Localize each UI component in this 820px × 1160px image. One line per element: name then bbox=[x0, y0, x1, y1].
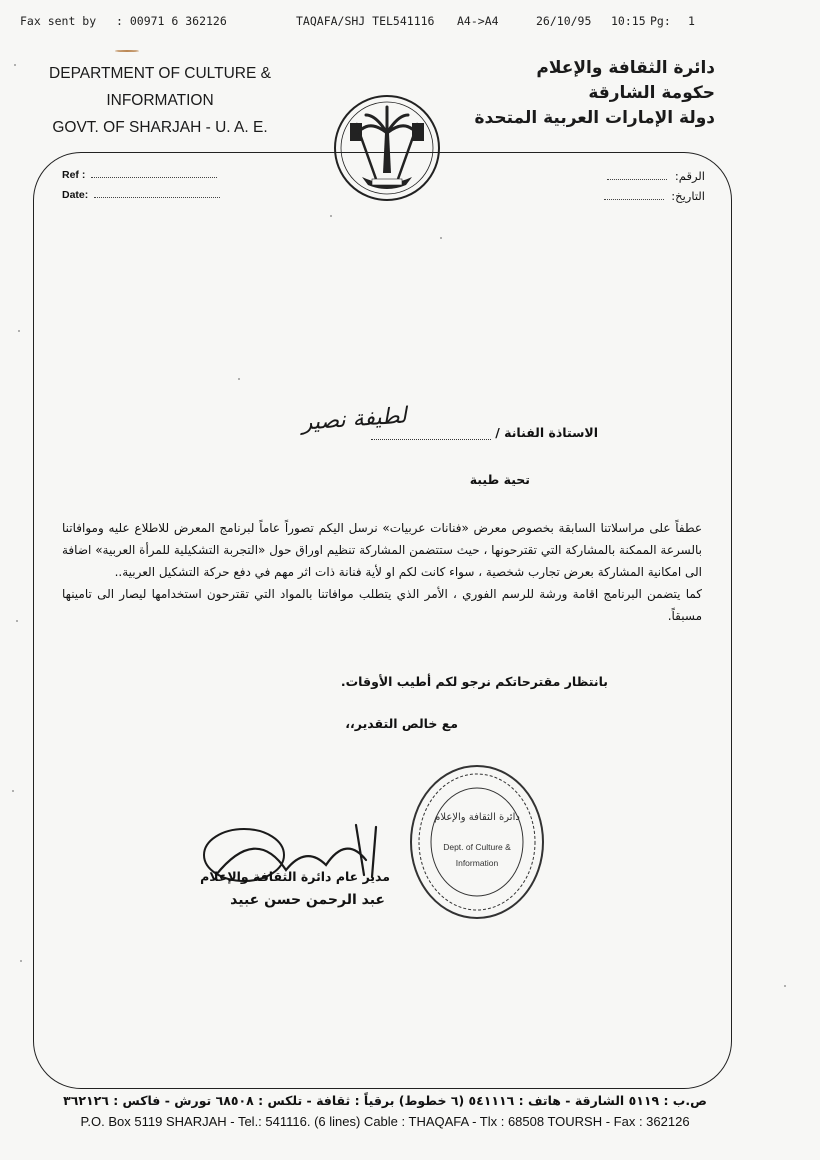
recipient-name-text: لطيفة نصير bbox=[300, 403, 408, 436]
ref-row-arabic bbox=[604, 166, 705, 186]
letter-body bbox=[62, 517, 702, 627]
ref-label: Ref : bbox=[62, 169, 86, 181]
scan-speck bbox=[12, 790, 14, 792]
body-paragraph: كما يتضمن البرنامج اقامة ورشة للرسم الفوري ، الأمر الذي يتطلب موافاتنا بالمواد التي تقترحون استخدامها ليصار الى تامينها مسبقاً. bbox=[62, 587, 702, 623]
reference-fields bbox=[62, 165, 220, 205]
stamp-english-line: Dept. of Culture & bbox=[443, 842, 511, 852]
scan-speck bbox=[330, 215, 332, 217]
fax-time: 10:15 bbox=[611, 14, 646, 28]
scan-speck bbox=[20, 960, 22, 962]
body-paragraph: عطفاً على مراسلاتنا السابقة بخصوص معرض «فنانات عربيات» نرسل اليكم تصوراً عاماً لبرنامج المعرض للاطلاع عليه وموافاتنا بالسرعة الممكنة بالمشاركة التي تقترحونها ، حيث ستتضمن المشاركة تنظيم اوراق حول «التجربة التشكيلية للمرأة العربية» اضافة الى امكانية المشاركة بعرض تجارب شخصية ، سواء كانت لكم او لأية فنانة ذات اثر مهم في دفع حركة التشكيل العربية.. bbox=[62, 521, 702, 579]
fax-paper-format: A4->A4 bbox=[457, 14, 499, 28]
letterhead-arabic bbox=[415, 56, 715, 131]
fax-transmission-header bbox=[20, 14, 800, 32]
recipient-handwritten-name bbox=[283, 402, 426, 460]
letterhead-english bbox=[30, 60, 290, 141]
date-label: Date: bbox=[62, 189, 89, 201]
signatory-name: عبد الرحمن حسن عبيد bbox=[230, 892, 385, 908]
letterhead-arabic-line: دائرة الثقافة والإعلام bbox=[536, 58, 715, 78]
ref-row bbox=[62, 165, 220, 185]
signatory-title: مدير عام دائرة الثقافة والإعلام bbox=[200, 869, 390, 884]
scan-speck bbox=[14, 64, 16, 66]
stamp-arabic-text: دائرة الثقافة والإعلام bbox=[434, 812, 520, 823]
fax-date: 26/10/95 bbox=[536, 14, 592, 28]
scan-speck bbox=[784, 985, 786, 987]
ref-blank-line-arabic bbox=[607, 169, 667, 180]
greeting: تحية طيبة bbox=[469, 472, 530, 487]
date-row bbox=[62, 185, 220, 205]
date-blank-line-arabic bbox=[604, 189, 664, 200]
letterhead-english-line: GOVT. OF SHARJAH - U. A. E. bbox=[52, 119, 268, 136]
ref-label-arabic: الرقم: bbox=[674, 169, 705, 183]
fax-page-label: Pg: bbox=[650, 14, 671, 28]
regards-line: مع خالص التقدير،، bbox=[345, 716, 458, 731]
fax-sender-number: : 00971 6 362126 bbox=[116, 14, 227, 28]
scan-speck bbox=[16, 620, 18, 622]
fax-station-id: TAQAFA/SHJ TEL541116 bbox=[296, 14, 435, 28]
letterhead-arabic-line: حكومة الشارقة bbox=[588, 83, 715, 103]
letterhead-arabic-line: دولة الإمارات العربية المتحدة bbox=[474, 108, 715, 128]
date-label-arabic: التاريخ: bbox=[671, 189, 705, 203]
scan-speck bbox=[440, 237, 442, 239]
handwritten-signature bbox=[196, 815, 396, 900]
scan-speck bbox=[115, 50, 139, 52]
date-row-arabic bbox=[604, 186, 705, 206]
letterhead-english-line: DEPARTMENT OF CULTURE & bbox=[49, 65, 271, 82]
closing-line: بانتظار مقترحاتكم نرجو لكم أطيب الأوقات. bbox=[340, 674, 608, 689]
reference-fields-arabic bbox=[604, 166, 705, 206]
scan-speck bbox=[18, 330, 20, 332]
scan-speck bbox=[238, 378, 240, 380]
date-blank-line bbox=[94, 187, 220, 198]
recipient-label: الاستاذة الفنانة / bbox=[495, 425, 598, 440]
stamp-english-line: Information bbox=[455, 858, 499, 868]
letterhead-english-line: INFORMATION bbox=[106, 92, 214, 109]
fax-page-number: 1 bbox=[688, 14, 695, 28]
ref-blank-line bbox=[91, 167, 217, 178]
official-stamp-icon bbox=[407, 762, 547, 922]
footer-arabic-contact: ص.ب : ٥١١٩ الشارقة - هاتف : ٥٤١١١٦ (٦ خطوط) برقياً : ثقافة - تلكس : ٦٨٥٠٨ تورش - فاكس : ٣٦٢١٢٦ bbox=[63, 1093, 707, 1108]
fax-sent-by-label: Fax sent by bbox=[20, 14, 97, 28]
footer-english-contact: P.O. Box 5119 SHARJAH - Tel.: 541116. (6 lines) Cable : THAQAFA - Tlx : 68508 TOURSH - Fax : 362126 bbox=[80, 1114, 690, 1129]
